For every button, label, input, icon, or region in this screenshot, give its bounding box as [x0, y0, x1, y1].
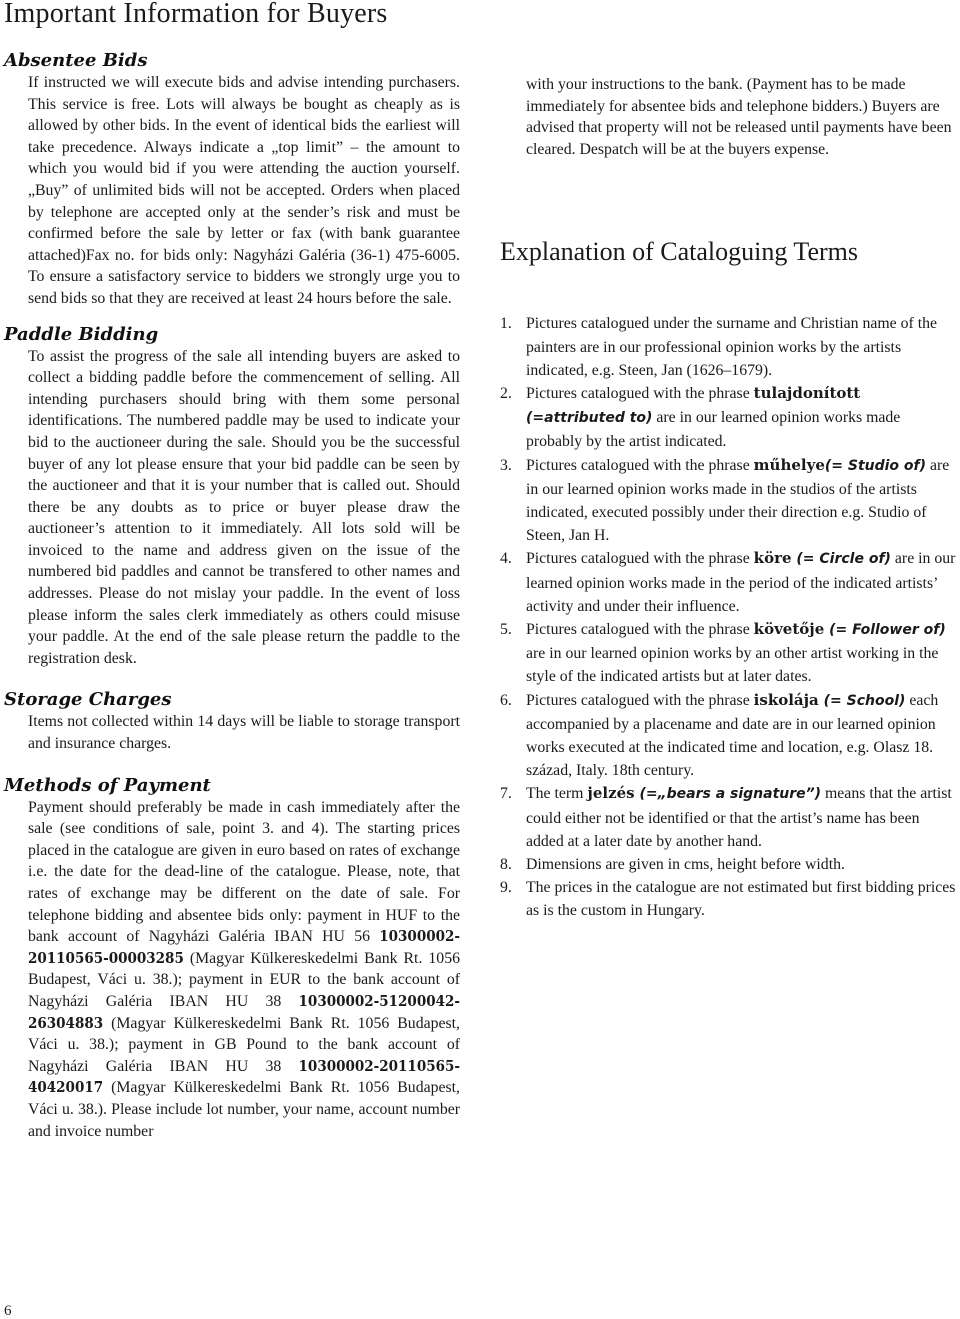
term-number: 9.	[500, 879, 512, 897]
term-item	[500, 782, 958, 853]
term-text-rest: are in our learned opinion works made in the studios of the artists indicated, executed possibly under their direction e.g. Studio of Steen, Jan H.	[526, 456, 950, 545]
payment-methods-section	[4, 775, 460, 1143]
term-text: Pictures catalogued with the phrase	[526, 691, 754, 709]
term-gloss: (= Studio of)	[824, 457, 927, 474]
cataloguing-terms-list	[500, 312, 958, 922]
term-gloss: (= School)	[818, 692, 906, 709]
term-phrase: jelzés	[587, 784, 635, 803]
term-gloss: (= Circle of)	[791, 551, 891, 568]
term-number: 5.	[500, 621, 512, 639]
term-text: Pictures catalogued with the phrase	[526, 550, 754, 568]
term-text: Pictures catalogued with the phrase	[526, 384, 754, 402]
bank-account-gbp: 10300002-20110565-40420017	[28, 1056, 460, 1097]
term-item	[500, 618, 958, 689]
term-number: 3.	[500, 456, 512, 474]
term-text: Dimensions are given in cms, height before width.	[526, 856, 845, 874]
storage-charges-heading: Storage Charges	[4, 689, 172, 711]
term-number: 2.	[500, 384, 512, 402]
payment-text-3: (Magyar Külkereskedelmi Bank Rt. 1056 Budapest, Váci u. 38.); payment in GB Pound to the bank account of Nagyházi Galéria IBAN HU 38	[28, 1014, 460, 1075]
term-gloss: (=attributed to)	[526, 410, 653, 427]
left-column	[4, 50, 460, 1142]
term-gloss: (= Follower of)	[824, 622, 946, 639]
term-item	[500, 876, 958, 922]
term-number: 4.	[500, 550, 512, 568]
payment-methods-text	[28, 797, 460, 1143]
cataloguing-terms-heading: Explanation of Cataloguing Terms	[500, 237, 859, 267]
term-text-rest: are in our learned opinion works by an other artist working in the style of the indicated artists but at later dates.	[526, 645, 939, 686]
storage-charges-text: Items not collected within 14 days will be liable to storage transport and insurance charges.	[28, 713, 460, 753]
paddle-bidding-text: To assist the progress of the sale all intending buyers are asked to collect a bidding paddle before the commencement of selling. All intending purchasers should bring with them some personal identifications. The numbered paddle may be used to indicate your bid to the auctioneer during the sale. Should you be the successful buyer of any lot please ensure that your bid paddle can be seen by the auctioneer and that it is your number that is called out. Should there be any doubts as to price or buyer please draw the auctioneer’s attention to it immediately. All lots sold will be invoiced to the name and address given on the issue of the numbered bid paddles and cannot be transfered to other names and addresses. Please do not mislay your paddle. In the event of loss please inform the sales clerk immediately as others could misuse your paddle. At the end of the sale please return the paddle to the registration desk.	[28, 347, 460, 667]
absentee-bids-section	[4, 50, 460, 310]
term-text-rest: each accompanied by a placename and date are in our learned opinion works executed at the indicated time and location, e.g. Olasz 18. század, Italy. 18th century.	[526, 691, 939, 780]
absentee-bids-heading: Absentee Bids	[4, 50, 148, 71]
paddle-bidding-section	[4, 324, 460, 670]
right-column	[500, 74, 958, 923]
bank-account-eur: 10300002-51200042-26304883	[28, 991, 460, 1032]
term-text: Pictures catalogued under the surname and Christian name of the painters are in our professional opinion works by the artists indicated, e.g. Steen, Jan (1626–1679).	[526, 315, 938, 379]
term-text-rest: means that the artist could either not be identified or that the artist’s name has been added at a later date by another hand.	[526, 785, 952, 850]
term-text-rest: are in our learned opinion works made probably by the artist indicated.	[526, 409, 901, 451]
storage-charges-section	[4, 689, 460, 754]
term-item	[500, 312, 958, 382]
term-phrase: köre	[753, 549, 792, 568]
payment-continuation-text: with your instructions to the bank. (Payment has to be made immediately for absentee bids and telephone bidders.) Buyers are advised that property will not be released until payments have been cleared. Despatch will be at the buyers expense.	[526, 76, 952, 158]
page-number: 6	[4, 1303, 12, 1319]
payment-text-1: Payment should preferably be made in cash immediately after the sale (see conditions of sale, point 3. and 4). The starting prices placed in the catalogue are given in euro based on rates of exchange i.e. the date for the dead-line of the catalogue. Please, note, that rates of exchange may be different on the date of sale. For telephone bidding and absentee bids only: payment in HUF to the bank account of Nagyházi Galéria IBAN HU 56	[28, 798, 460, 946]
term-number: 7.	[500, 785, 512, 803]
term-item	[500, 547, 958, 618]
payment-methods-heading: Methods of Payment	[4, 774, 211, 796]
term-item	[500, 454, 958, 548]
term-text: Pictures catalogued with the phrase	[526, 456, 754, 474]
term-phrase: követője	[753, 620, 825, 639]
term-phrase: tulajdonított	[753, 383, 861, 402]
bank-account-huf: 10300002-20110565-00003285	[28, 927, 460, 967]
term-phrase: műhelye	[753, 455, 825, 474]
term-number: 1.	[500, 315, 512, 333]
payment-text-2: (Magyar Külkereskedelmi Bank Rt. 1056 Budapest, Váci u. 38.); payment in EUR to the bank account of Nagyházi Galéria IBAN HU 38	[28, 949, 460, 1010]
absentee-bids-text: If instructed we will execute bids and advise intending purchasers. This service is free. Lots will always be bought as cheaply as is allowed by other bids. In the event of identical bids the earliest will take precedence. Always indicate a „top limit” – the amount to which you would bid if you were attending the auction yourself. „Buy” of unlimited bids will not be accepted. Orders when placed by telephone are accepted only at the sender’s risk and must be confirmed before the sale by letter or fax (with bank guarantee attached)Fax no. for bids only: Nagyházi Galéria (36-1) 475-6005. To ensure a satisfactory service to bidders we strongly urge you to send bids so that they are received at least 24 hours before the sale.	[28, 74, 460, 307]
paddle-bidding-heading: Paddle Bidding	[4, 323, 159, 345]
page-title: Important Information for Buyers	[4, 0, 388, 29]
term-number: 8.	[500, 856, 512, 874]
term-gloss: (=„bears a signature”)	[634, 786, 822, 803]
term-number: 6.	[500, 691, 512, 709]
term-text: The term	[526, 785, 588, 803]
term-text-rest: are in our learned opinion works made in the period of the indicated artists’ activity and under their influence.	[526, 550, 956, 615]
term-phrase: iskolája	[753, 690, 819, 709]
term-text: The prices in the catalogue are not estimated but first bidding prices as is the custom in Hungary.	[526, 879, 956, 920]
term-item	[500, 853, 958, 876]
term-item	[500, 689, 958, 783]
payment-text-4: (Magyar Külkereskedelmi Bank Rt. 1056 Budapest, Váci u. 38.). Please include lot number, your name, account number and invoice number	[28, 1079, 460, 1140]
term-item	[500, 382, 958, 454]
term-text: Pictures catalogued with the phrase	[526, 621, 754, 639]
